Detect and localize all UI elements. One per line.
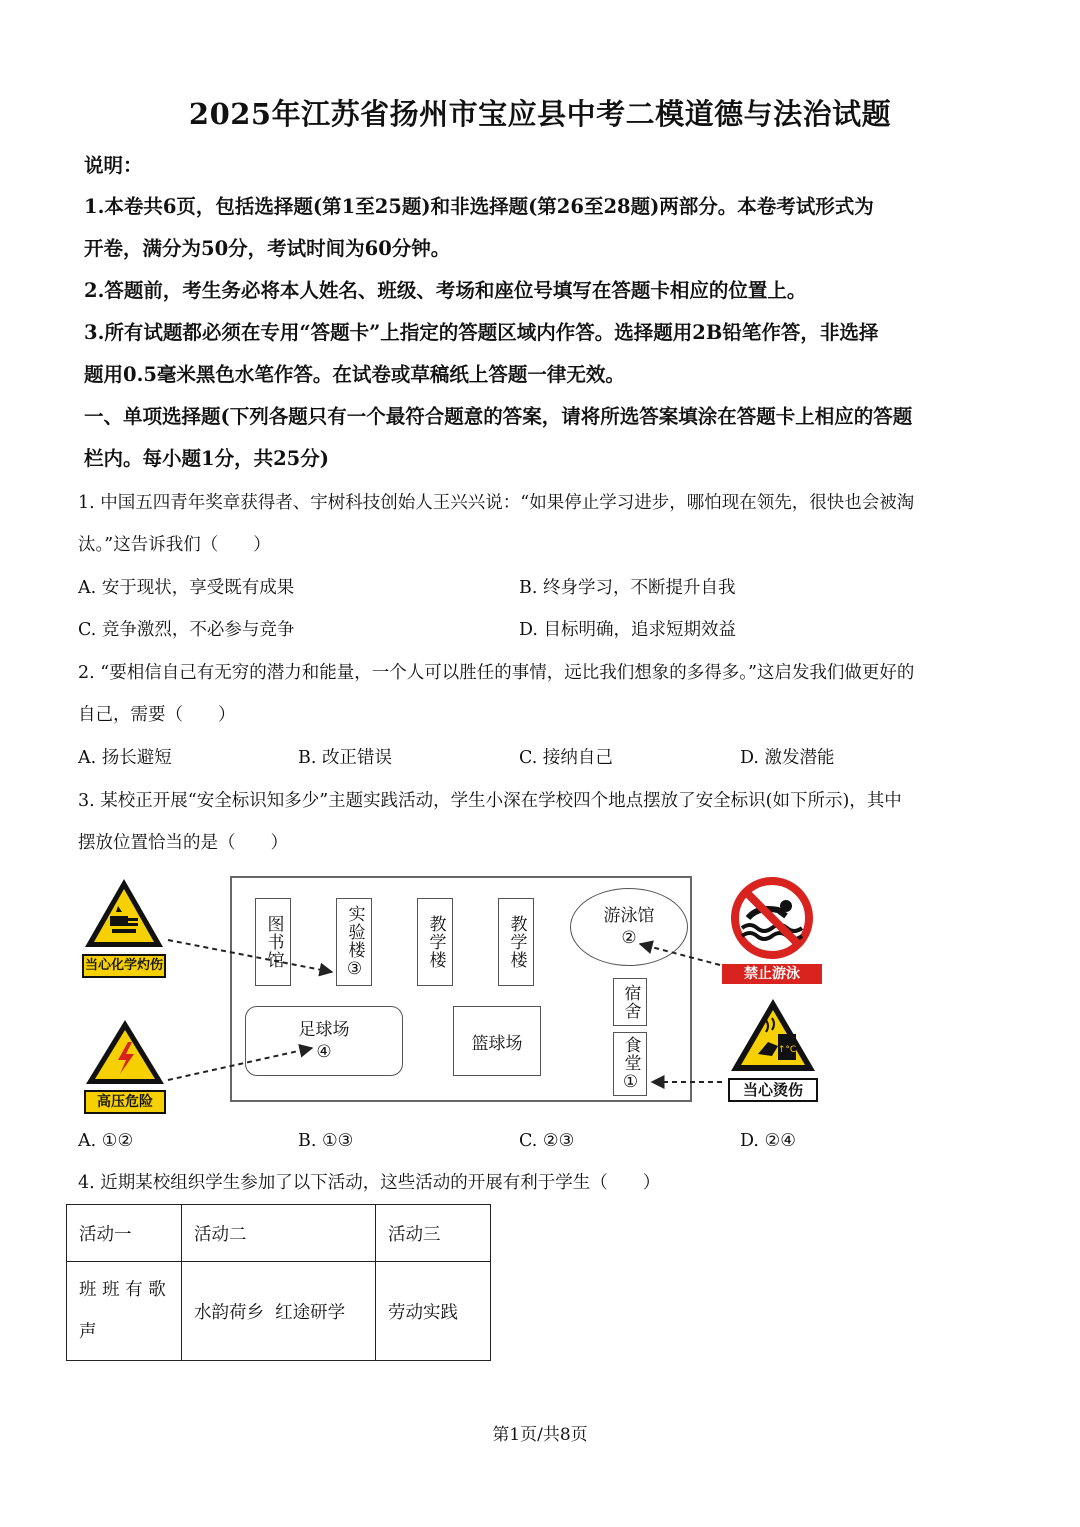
q1-option-c: C. 竞争激烈，不必参与竞争 [78, 620, 295, 640]
instruction-3-line1: 3.所有试题都必须在专用“答题卡”上指定的答题区域内作答。选择题用2B铅笔作答，非选择 [84, 321, 879, 344]
table-header-cell: 活动二 [182, 1205, 376, 1262]
instruction-3-line2: 题用0.5毫米黑色水笔作答。在试卷或草稿纸上答题一律无效。 [84, 363, 625, 386]
teaching-building-1-label: 教学楼 [425, 915, 446, 969]
q2-option-b: B. 改正错误 [298, 748, 392, 768]
q2-option-d: D. 激发潜能 [740, 748, 835, 768]
instruction-1-line2: 开卷，满分为50分，考试时间为60分钟。 [84, 237, 451, 260]
instruction-2: 2.答题前，考生务必将本人姓名、班级、考场和座位号填写在答题卡相应的位置上。 [84, 279, 807, 302]
temperature-icon-text: ↑°C [777, 1045, 797, 1055]
sign-chemical-label: 当心化学灼伤 [82, 954, 166, 978]
q1-option-a: A. 安于现状，享受既有成果 [78, 578, 295, 598]
q3-option-a: A. ①② [78, 1131, 134, 1151]
football-number: ④ [316, 1042, 332, 1062]
q1-option-d: D. 目标明确，追求短期效益 [519, 620, 737, 640]
q2-stem-line1: 2. “要相信自己有无穷的潜力和能量，一个人可以胜任的事情，远比我们想象的多得多。”这启发我们做更好的 [78, 663, 915, 683]
pool-number: ② [621, 928, 637, 948]
section-1-line2: 栏内。每小题1分，共25分) [84, 447, 329, 470]
no-swimming-icon [722, 876, 822, 960]
basketball-label: 篮球场 [471, 1033, 523, 1054]
sign-chemical-burn [82, 876, 166, 978]
arrow-chem-to-lab [168, 940, 332, 972]
football-label: 足球场 [298, 1020, 350, 1040]
table-cell: 班 班 有 歌 声 [67, 1262, 182, 1361]
sign-no-swimming [722, 876, 822, 984]
q1-stem-line2: 汰。”这告诉我们（ ） [78, 535, 271, 555]
instructions-heading: 说明： [84, 154, 143, 177]
q2-stem-line2: 自己，需要（ ） [78, 705, 236, 725]
table-cell: 劳动实践 [376, 1262, 491, 1361]
sign-voltage-label: 高压危险 [84, 1090, 166, 1114]
lab-label: 实验楼③ [344, 904, 365, 980]
q2-option-a: A. 扬长避短 [78, 748, 172, 768]
table-header-row [67, 1205, 491, 1262]
arrow-volt-to-football [168, 1048, 312, 1080]
table-cell: 水韵荷乡 红途研学 [182, 1262, 376, 1361]
dorm-label: 宿舍 [620, 984, 641, 1020]
table-header-cell: 活动三 [376, 1205, 491, 1262]
q3-stem-line2: 摆放位置恰当的是（ ） [78, 833, 288, 853]
sign-high-voltage [84, 1018, 166, 1114]
table-row [67, 1262, 491, 1361]
pool-label: 游泳馆 [603, 906, 655, 926]
section-1-line1: 一、单项选择题(下列各题只有一个最符合题意的答案，请将所选答案填涂在答题卡上相应的答题 [84, 405, 913, 428]
q3-option-b: B. ①③ [298, 1131, 354, 1151]
instruction-1-line1: 1.本卷共6页，包括选择题(第1至25题)和非选择题(第26至28题)两部分。本卷考试形式为 [84, 195, 874, 218]
scald-warning-icon [728, 996, 818, 1074]
sign-scald [728, 996, 818, 1102]
page-title: 2025年江苏省扬州市宝应县中考二模道德与法治试题 [188, 97, 892, 131]
chemical-warning-icon [82, 876, 166, 950]
q1-option-b: B. 终身学习，不断提升自我 [519, 578, 736, 598]
arrow-noswim-to-pool [640, 944, 720, 965]
library-label: 图书馆 [263, 915, 284, 969]
page-footer: 第1页/共8页 [492, 1425, 588, 1445]
teaching-building-2-label: 教学楼 [506, 915, 527, 969]
q2-option-c: C. 接纳自己 [519, 748, 613, 768]
sign-noswim-label: 禁止游泳 [722, 964, 822, 984]
q3-option-d: D. ②④ [740, 1131, 796, 1151]
q4-stem: 4. 近期某校组织学生参加了以下活动，这些活动的开展有利于学生（ ） [78, 1173, 661, 1193]
q3-stem-line1: 3. 某校正开展“安全标识知多少”主题实践活动，学生小深在学校四个地点摆放了安全标识(如下所示)，其中 [78, 791, 902, 811]
activities-table [66, 1204, 491, 1361]
q3-option-c: C. ②③ [519, 1131, 575, 1151]
lightning-warning-icon [84, 1018, 166, 1086]
canteen-label: 食堂① [620, 1035, 641, 1093]
table-header-cell: 活动一 [67, 1205, 182, 1262]
q1-stem-line1: 1. 中国五四青年奖章获得者、宇树科技创始人王兴兴说：“如果停止学习进步，哪怕现在领先，很快也会被淘 [78, 493, 915, 513]
sign-burn-label: 当心烫伤 [728, 1078, 818, 1102]
